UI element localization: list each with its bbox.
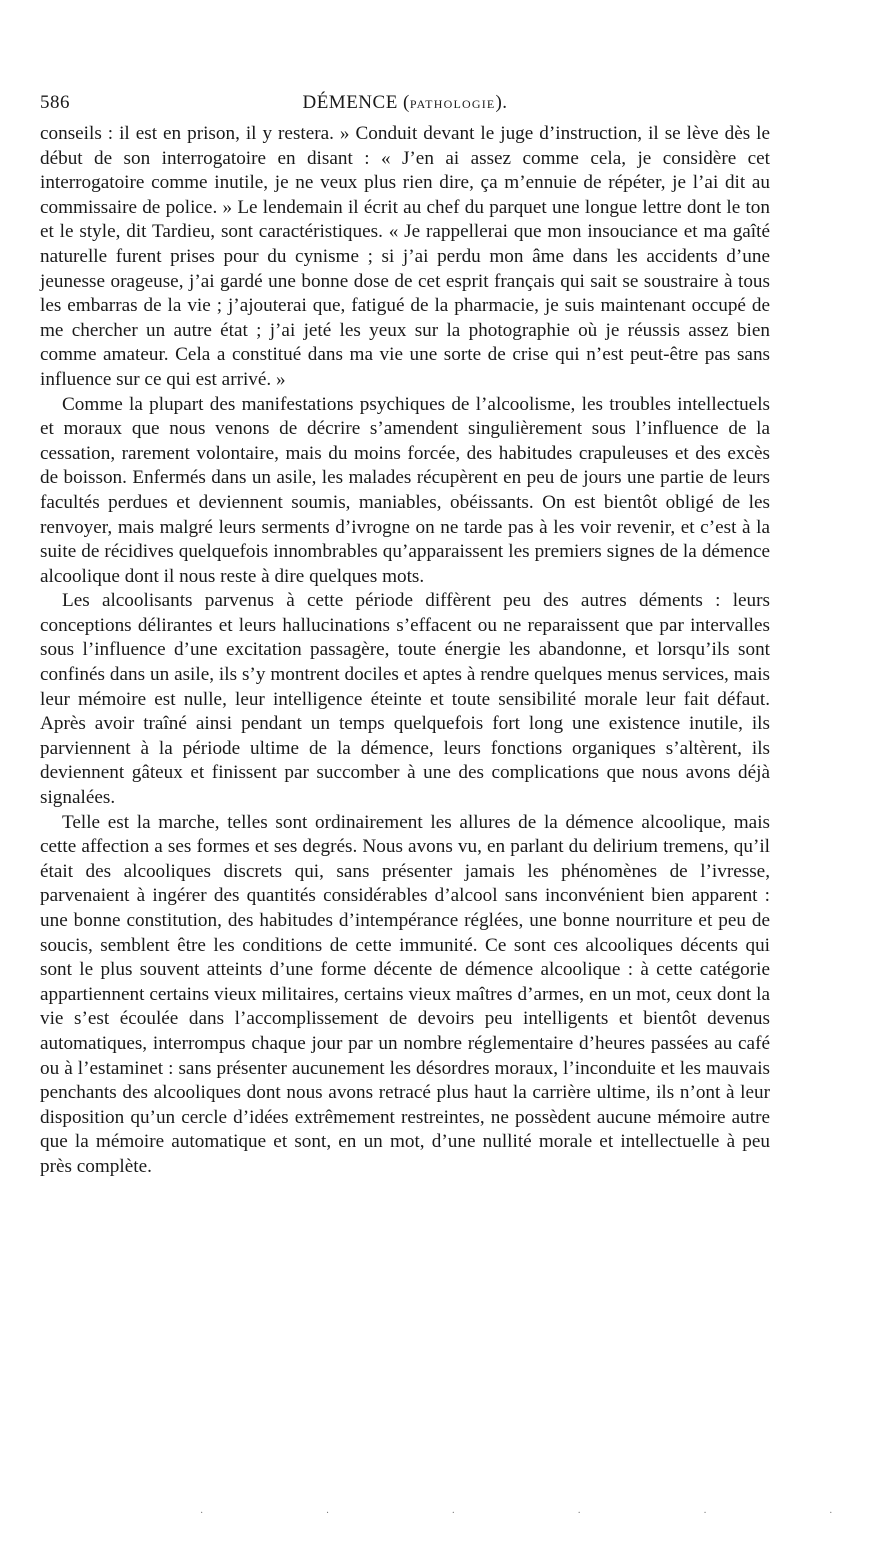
scan-specks-decoration: · · · · · ·	[200, 1508, 892, 1519]
paragraph: Telle est la marche, telles sont ordinairement les allures de la démence alcoolique, mais cette affection a ses formes et ses degrés. Nous avons vu, en parlant du delirium tremens, qu’il était des alcooliques discrets qui, sans présenter jamais les phénomènes de l’ivresse, parvenaient à ingérer des quantités considérables d’alcool sans inconvénient bien apparent : une bonne constitution, des habitudes d’intempérance réglées, une bonne nourriture et peu de soucis, semblent être les conditions de cette immunité. Ce sont ces alcooliques décents qui sont le plus souvent atteints d’une forme décente de démence alcoolique : à cette catégorie appartiennent certains vieux militaires, certains vieux maîtres d’armes, en un mot, ceux dont la vie s’est écoulée dans l’accomplissement de devoirs peu intelligents et bientôt devenus automatiques, interrompus chaque jour par un nombre réglementaire d’heures passées au café ou à l’estaminet : sans présenter aucunement les désordres moraux, l’inconduite et les mauvais penchants des alcooliques dont nous avons retracé plus haut la carrière ultime, ils n’ont à leur disposition qu’un cercle d’idées extrêmement restreintes, ne possèdent aucune mémoire autre que la mémoire automatique et sont, en un mot, d’une nullité morale et intellectuelle à peu près complète.	[40, 811, 770, 1177]
paragraph: Les alcoolisants parvenus à cette période diffèrent peu des autres déments : leurs conceptions délirantes et leurs hallucinations s’effacent ou ne reparaissent que par intervalles sous l’influence d’une excitation passagère, toute énergie les abandonne, et lorsqu’ils sont confinés dans un asile, ils s’y montrent dociles et aptes à rendre quelques menus services, mais leur mémoire est nulle, leur intelligence éteinte et toute sensibilité morale leur fait défaut. Après avoir traîné ainsi pendant un temps quelquefois fort long une existence inutile, ils parviennent à la période ultime de la démence, leurs fonctions organiques s’altèrent, ils deviennent gâteux et finissent par succomber à une des complications que nous avons déjà signalées.	[40, 590, 770, 809]
running-title-paren-open: (	[397, 92, 410, 113]
running-title-paren-close: ).	[495, 92, 508, 113]
paragraph-continuation: conseils : il est en prison, il y restera. » Conduit devant le juge d’instruction, il se lève dès le début de son interrogatoire en disant : « J’en ai assez comme cela, je considère cet interrogatoire comme inutile, je ne veux plus rien dire, ça m’ennuie de répéter, je l’ai dit au commissaire de police. » Le lendemain il écrit au chef du parquet une longue lettre dont le ton et le style, dit Tardieu, sont caractéristiques. « Je rappellerai que mon insouciance et ma gaîté naturelle furent prises pour du cynisme ; si j’ai perdu mon âme dans les accidents d’une jeunesse orageuse, j’ai gardé une bonne dose de cet esprit français qui sait se soustraire à tous les embarras de la vie ; j’ajouterai que, fatigué de la pharmacie, je suis maintenant occupé de me chercher un autre état ; j’ai jeté les yeux sur la photographie où je réussis assez bien comme amateur. Cela a constitué dans ma vie une sorte de crise qui n’est peut-être pas sans influence sur ce qui est arrivé. »	[40, 123, 770, 390]
running-head	[40, 90, 770, 122]
running-title-main: DÉMENCE	[302, 92, 398, 113]
running-title-sub: PATHOLOGIE	[409, 97, 496, 111]
document-page	[40, 90, 770, 1180]
paragraph: Comme la plupart des manifestations psychiques de l’alcoolisme, les troubles intellectuels et moraux que nous venons de décrire s’amendent singulièrement sous l’influence de la cessation, rarement volontaire, mais du moins forcée, des habitudes crapuleuses et des excès de boisson. Enfermés dans un asile, les malades récupèrent en peu de jours une partie de leurs facultés perdues et deviennent soumis, maniables, obéissants. On est bientôt obligé de les renvoyer, mais malgré leurs serments d’ivrogne on ne tarde pas à les voir revenir, et c’est à la suite de récidives quelquefois innombrables qu’apparaissent les premiers signes de la démence alcoolique dont il nous reste à dire quelques mots.	[40, 393, 770, 587]
running-title	[40, 92, 770, 114]
page-number: 586	[40, 92, 70, 113]
body-text	[40, 122, 770, 1180]
